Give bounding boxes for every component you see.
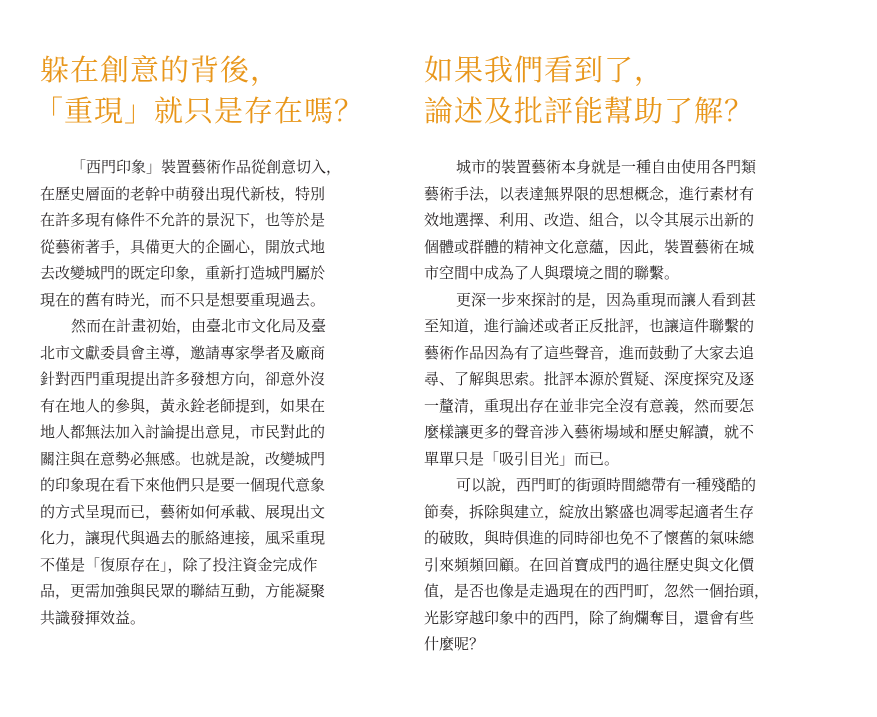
text-line: 在歷史層面的老幹中萌發出現代新枝，特別 (40, 184, 326, 203)
text-line: 然而在計畫初始，由臺北市文化局及臺 (71, 317, 327, 335)
text-line: 更深一步來探討的是，因為重現而讓人看到甚 (456, 290, 757, 309)
text-line: 單單只是「吸引目光」而已。 (424, 449, 620, 468)
text-line: 從藝術著手，具備更大的企圖心，開放式地 (40, 237, 326, 256)
text-line: 一釐清，重現出存在並非完全沒有意義，然而要怎 (424, 396, 755, 415)
paragraph (424, 154, 769, 287)
text-line: 尋、了解與思索。批評本源於質疑、深度探究及逐 (424, 370, 755, 388)
text-line: 至知道，進行論述或者正反批評，也讓這件聯繫的 (424, 317, 755, 335)
text-line: 關注與在意勢必無感。也就是說，改變城門 (40, 449, 326, 468)
text-line: 在許多現有條件不允許的景況下，也等於是 (40, 211, 326, 229)
paragraph (40, 313, 341, 631)
left-body-text (40, 154, 341, 631)
text-line: 藝術作品因為有了這些聲音，進而鼓動了大家去追 (424, 343, 755, 362)
left-heading-line-1: 躲在創意的背後， (40, 53, 281, 87)
paragraph (424, 287, 769, 473)
text-line: 去改變城門的既定印象，重新打造城門屬於 (40, 264, 326, 282)
text-line: 「西門印象」裝置藝術作品從創意切入， (71, 158, 342, 176)
text-line: 引來頻頻回顧。在回首寶成門的過往歷史與文化價 (424, 555, 755, 574)
text-line: 有在地人的參與，黃永銓老師提到，如果在 (40, 396, 326, 415)
text-line: 麼樣讓更多的聲音涉入藝術場域和歷史解讀，就不 (424, 423, 755, 441)
text-line: 化力，讓現代與過去的脈絡連接，風采重現 (40, 529, 326, 547)
text-line: 個體或群體的精神文化意蘊，因此，裝置藝術在城 (424, 237, 755, 256)
text-line: 什麼呢？ (424, 635, 485, 653)
text-line: 北市文獻委員會主導，邀請專家學者及廠商 (40, 343, 326, 362)
left-heading-line-2: 「重現」就只是存在嗎？ (34, 94, 365, 128)
paragraph (40, 154, 341, 313)
text-line: 市空間中成為了人與環境之間的聯繫。 (424, 264, 680, 282)
text-line: 城市的裝置藝術本身就是一種自由使用各門類 (456, 158, 757, 176)
text-line: 可以說，西門町的街頭時間總帶有一種殘酷的 (456, 476, 757, 494)
text-line: 的破敗，與時俱進的同時卻也免不了懷舊的氣味總 (424, 529, 755, 547)
text-line: 光影穿越印象中的西門，除了絢爛奪目，還會有些 (424, 608, 755, 627)
text-line: 藝術手法，以表達無界限的思想概念，進行素材有 (424, 184, 755, 203)
text-line: 不僅是「復原存在」，除了投注資金完成作 (40, 555, 318, 574)
paragraph (424, 472, 769, 658)
right-heading-line-1: 如果我們看到了， (424, 53, 665, 87)
text-line: 的方式呈現而已，藝術如何承載、展現出文 (40, 502, 326, 521)
text-line: 效地選擇、利用、改造、組合，以令其展示出新的 (424, 211, 755, 229)
right-body-text (424, 154, 769, 658)
text-line: 值，是否也像是走過現在的西門町，忽然一個抬頭， (424, 582, 770, 600)
text-line: 共識發揮效益。 (40, 608, 146, 627)
text-line: 的印象現在看下來他們只是要一個現代意象 (40, 476, 326, 494)
text-line: 節奏，拆除與建立，綻放出繁盛也凋零起適者生存 (424, 502, 755, 521)
text-line: 地人都無法加入討論提出意見，市民對此的 (40, 423, 326, 441)
right-heading-line-2: 論述及批評能幫助了解？ (424, 94, 755, 128)
text-line: 針對西門重現提出許多發想方向，卻意外沒 (40, 370, 326, 388)
text-line: 品，更需加強與民眾的聯結互動，方能凝聚 (40, 582, 326, 600)
text-line: 現在的舊有時光，而不只是想要重現過去。 (40, 290, 326, 309)
